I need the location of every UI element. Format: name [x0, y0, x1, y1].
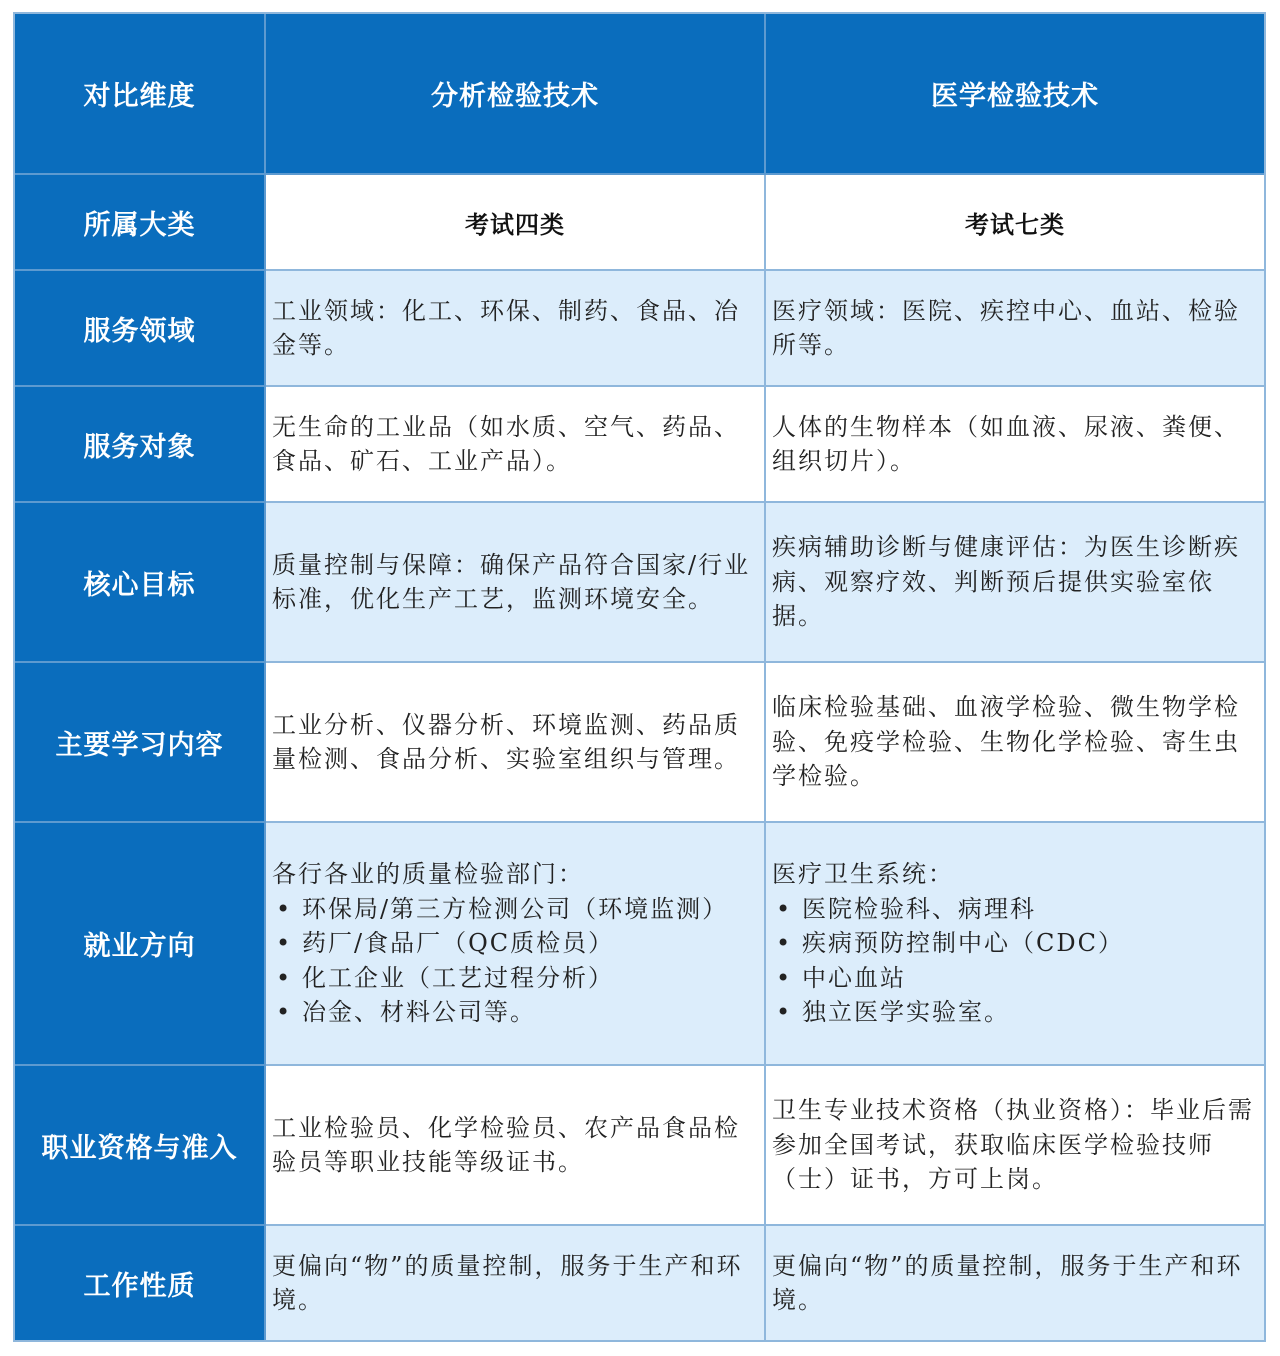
cell-text: 工业检验员、化学检验员、农产品食品检验员等职业技能等级证书。 [272, 1113, 740, 1176]
row-label-work-nature [15, 1226, 266, 1340]
row-label-text: 就业方向 [83, 931, 196, 962]
row-label-text: 服务领域 [83, 315, 196, 347]
cell-core-goal-medical [766, 503, 1264, 663]
row-label-text: 所属大类 [83, 209, 196, 241]
header-medical [766, 14, 1264, 175]
list-item: • 疾病预防控制中心（CDC） [772, 926, 1256, 961]
cell-text: 卫生专业技术资格（执业资格）：毕业后需参加全国考试，获取临床医学检验技师（士）证书，方可上岗。 [772, 1096, 1254, 1194]
cell-service-field-analysis [266, 271, 766, 387]
list-item: • 环保局/第三方检测公司（环境监测） [272, 892, 756, 927]
list-item: • 化工企业（工艺过程分析） [272, 961, 756, 996]
employment-list [772, 892, 1256, 1030]
cell-service-object-medical [766, 387, 1264, 503]
list-item: • 医院检验科、病理科 [772, 892, 1256, 927]
cell-qualification-analysis [266, 1066, 766, 1226]
cell-text: 工业领域：化工、环保、制药、食品、冶金等。 [272, 296, 740, 359]
cell-text: 无生命的工业品（如水质、空气、药品、食品、矿石、工业产品）。 [272, 412, 740, 475]
row-label-service-object [15, 387, 266, 503]
header-medical-text: 医学检验技术 [931, 81, 1099, 112]
header-dimension-text: 对比维度 [83, 81, 196, 112]
cell-service-field-medical [766, 271, 1264, 387]
row-label-service-field [15, 271, 266, 387]
cell-text: 更偏向“物”的质量控制，服务于生产和环境。 [272, 1251, 743, 1314]
cell-curriculum-analysis [266, 663, 766, 823]
cell-employment-medical [766, 823, 1264, 1066]
cell-text: 医疗领域：医院、疾控中心、血站、检验所等。 [772, 296, 1240, 359]
row-label-text: 职业资格与准入 [41, 1132, 238, 1164]
row-label-core-goal [15, 503, 266, 663]
cell-employment-analysis [266, 823, 766, 1066]
employment-list [272, 892, 756, 1030]
header-analysis [266, 14, 766, 175]
cell-qualification-medical [766, 1066, 1264, 1226]
cell-category-medical [766, 175, 1264, 271]
row-label-text: 主要学习内容 [55, 729, 224, 761]
list-item: • 独立医学实验室。 [772, 995, 1256, 1030]
row-label-qualification [15, 1066, 266, 1226]
header-analysis-text: 分析检验技术 [431, 81, 599, 112]
employment-intro: 各行各业的质量检验部门： [272, 860, 584, 889]
cell-text: 质量控制与保障：确保产品符合国家/行业标准，优化生产工艺，监测环境安全。 [272, 550, 751, 613]
cell-work-nature-analysis [266, 1226, 766, 1340]
cell-text: 考试七类 [965, 210, 1065, 239]
comparison-table [13, 12, 1266, 1342]
cell-work-nature-medical [766, 1226, 1264, 1340]
cell-text: 人体的生物样本（如血液、尿液、粪便、组织切片）。 [772, 412, 1240, 475]
row-label-curriculum [15, 663, 266, 823]
cell-text: 疾病辅助诊断与健康评估：为医生诊断疾病、观察疗效、判断预后提供实验室依据。 [772, 533, 1240, 631]
cell-category-analysis [266, 175, 766, 271]
cell-text: 临床检验基础、血液学检验、微生物学检验、免疫学检验、生物化学检验、寄生虫学检验。 [772, 693, 1240, 791]
cell-text: 工业分析、仪器分析、环境监测、药品质量检测、食品分析、实验室组织与管理。 [272, 710, 740, 773]
cell-text: 更偏向“物”的质量控制，服务于生产和环境。 [772, 1251, 1243, 1314]
cell-service-object-analysis [266, 387, 766, 503]
cell-core-goal-analysis [266, 503, 766, 663]
row-label-category [15, 175, 266, 271]
list-item: • 中心血站 [772, 961, 1256, 996]
row-label-text: 核心目标 [83, 569, 196, 601]
cell-text: 考试四类 [465, 210, 565, 239]
cell-curriculum-medical [766, 663, 1264, 823]
row-label-text: 服务对象 [83, 431, 196, 463]
header-dimension [15, 14, 266, 175]
row-label-text: 工作性质 [83, 1270, 196, 1302]
list-item: • 药厂/食品厂（QC质检员） [272, 926, 756, 961]
row-label-employment [15, 823, 266, 1066]
list-item: • 冶金、材料公司等。 [272, 995, 756, 1030]
employment-intro: 医疗卫生系统： [772, 860, 954, 889]
